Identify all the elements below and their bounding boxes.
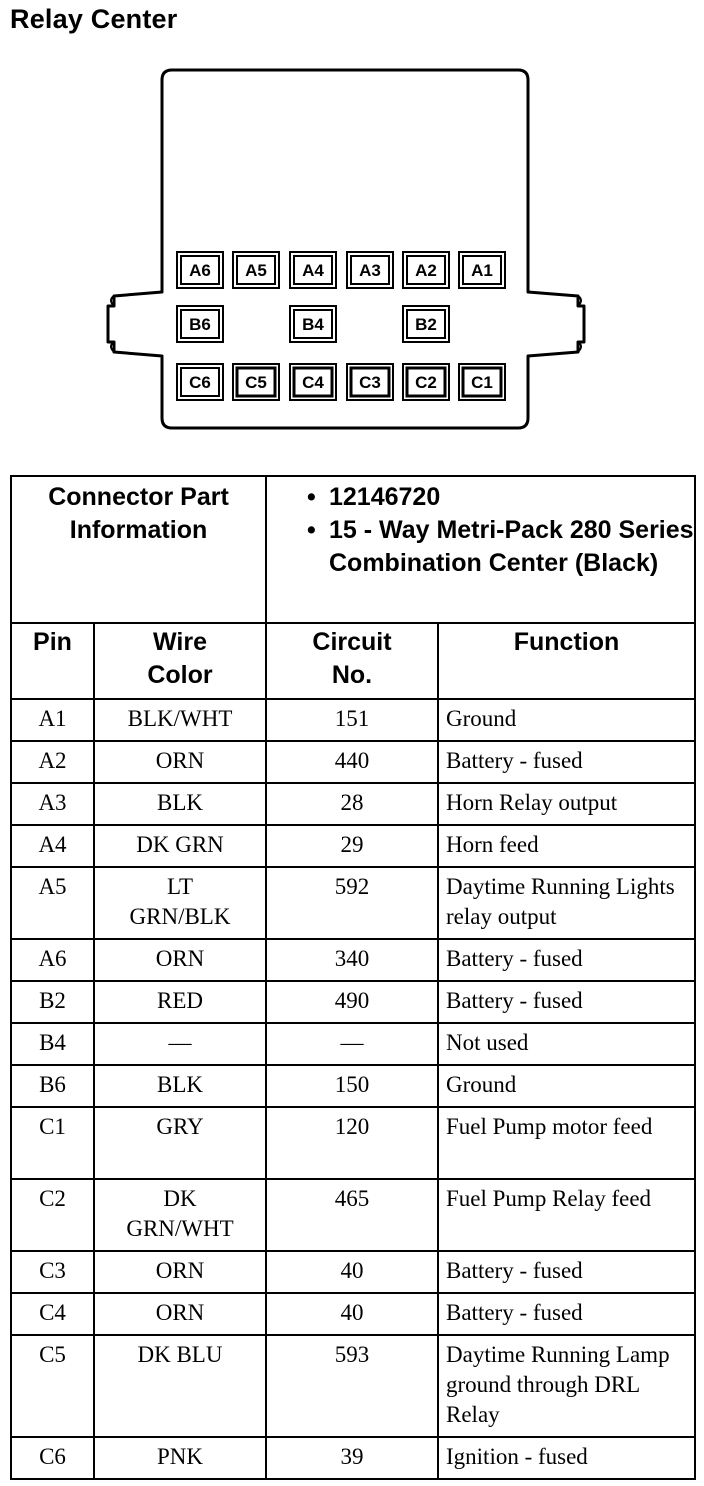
pin-label-c2: C2 — [415, 373, 437, 392]
cell-function: Daytime Running Lamp ground through DRL Relay — [438, 1335, 695, 1437]
header-circuit-no: Circuit No. — [266, 623, 438, 699]
table-row — [11, 981, 695, 1023]
cell-wire-color: DK GRN — [94, 825, 266, 867]
cell-wire-color: DK GRN/WHT — [94, 1179, 266, 1251]
cell-circuit: 150 — [266, 1065, 438, 1107]
cell-wire-color: RED — [94, 981, 266, 1023]
cell-circuit: 490 — [266, 981, 438, 1023]
table-row — [11, 741, 695, 783]
cell-pin: C3 — [11, 1251, 94, 1293]
part-description-line — [307, 514, 694, 580]
pin-cavity-a2 — [403, 252, 449, 288]
pin-label-c4: C4 — [302, 373, 324, 392]
cell-function: Fuel Pump Relay feed — [438, 1179, 695, 1251]
pin-label-a4: A4 — [302, 261, 324, 280]
pin-label-c6: C6 — [189, 373, 211, 392]
cell-function: Fuel Pump motor feed — [438, 1107, 695, 1179]
cell-pin: C5 — [11, 1335, 94, 1437]
pin-cavity-b4 — [290, 306, 336, 342]
cell-wire-color: ORN — [94, 1293, 266, 1335]
connector-diagram — [0, 0, 704, 450]
pin-label-b6: B6 — [189, 315, 211, 334]
cell-wire-color: ORN — [94, 741, 266, 783]
bullet-icon: • — [307, 483, 316, 511]
cell-function: Ground — [438, 1065, 695, 1107]
cell-wire-color: DK BLU — [94, 1335, 266, 1437]
cell-function: Not used — [438, 1023, 695, 1065]
pin-cavity-c4 — [290, 364, 336, 400]
cell-circuit: 440 — [266, 741, 438, 783]
pin-cavity-a1 — [459, 252, 505, 288]
part-info-label: Connector Part Information — [48, 483, 229, 544]
table-row — [11, 1179, 695, 1251]
pin-label-a6: A6 — [189, 261, 211, 280]
table-row — [11, 1251, 695, 1293]
cell-function: Battery - fused — [438, 1293, 695, 1335]
cell-circuit: 151 — [266, 699, 438, 741]
pin-label-a5: A5 — [245, 261, 267, 280]
header-wire-color: Wire Color — [94, 623, 266, 699]
column-header-row — [11, 623, 695, 699]
pin-label-c3: C3 — [359, 373, 381, 392]
pin-cavity-c6 — [177, 364, 223, 400]
pin-cavity-a5 — [233, 252, 279, 288]
cell-pin: C4 — [11, 1293, 94, 1335]
cell-function: Ground — [438, 699, 695, 741]
cell-circuit: 40 — [266, 1293, 438, 1335]
part-number-line — [307, 481, 694, 514]
cell-pin: B4 — [11, 1023, 94, 1065]
pin-cavity-c5 — [233, 364, 279, 400]
pin-label-c5: C5 — [245, 373, 267, 392]
cell-circuit: 593 — [266, 1335, 438, 1437]
cell-circuit: 465 — [266, 1179, 438, 1251]
cell-pin: C6 — [11, 1437, 94, 1479]
cell-circuit: 29 — [266, 825, 438, 867]
pin-cavity-a6 — [177, 252, 223, 288]
pin-cavity-a4 — [290, 252, 336, 288]
header-function: Function — [438, 623, 695, 699]
cell-circuit: 39 — [266, 1437, 438, 1479]
cell-pin: A1 — [11, 699, 94, 741]
page-title: Relay Center — [10, 4, 178, 34]
table-row — [11, 1335, 695, 1437]
cell-pin: A3 — [11, 783, 94, 825]
cell-circuit: 120 — [266, 1107, 438, 1179]
cell-wire-color: BLK — [94, 1065, 266, 1107]
cell-function: Battery - fused — [438, 741, 695, 783]
cell-pin: A2 — [11, 741, 94, 783]
cell-wire-color: GRY — [94, 1107, 266, 1179]
table-row — [11, 939, 695, 981]
cell-function: Ignition - fused — [438, 1437, 695, 1479]
bullet-icon: • — [307, 516, 316, 544]
pin-label-a3: A3 — [359, 261, 381, 280]
table-row — [11, 1293, 695, 1335]
part-info-value-cell — [266, 476, 695, 623]
pin-cavity-c2 — [403, 364, 449, 400]
part-number: 12146720 — [329, 483, 441, 511]
cell-function: Daytime Running Lights relay output — [438, 867, 695, 939]
table-row — [11, 1107, 695, 1179]
pin-cavity-a3 — [347, 252, 393, 288]
cell-pin: B2 — [11, 981, 94, 1023]
table-row — [11, 1437, 695, 1479]
table-row — [11, 825, 695, 867]
cell-wire-color: ORN — [94, 939, 266, 981]
cell-function: Battery - fused — [438, 1251, 695, 1293]
pin-label-a2: A2 — [415, 261, 437, 280]
cell-pin: C2 — [11, 1179, 94, 1251]
table-row — [11, 1065, 695, 1107]
pin-label-b2: B2 — [415, 315, 437, 334]
connector-pin-table — [10, 475, 696, 1480]
cell-pin: A5 — [11, 867, 94, 939]
pin-cavity-b2 — [403, 306, 449, 342]
pin-cavity-c3 — [347, 364, 393, 400]
cell-circuit: 340 — [266, 939, 438, 981]
cell-pin: B6 — [11, 1065, 94, 1107]
cell-pin: A6 — [11, 939, 94, 981]
cell-function: Battery - fused — [438, 981, 695, 1023]
pin-label-a1: A1 — [471, 261, 493, 280]
cell-circuit: — — [266, 1023, 438, 1065]
cell-function: Horn Relay output — [438, 783, 695, 825]
pin-cavity-c1 — [459, 364, 505, 400]
pin-label-b4: B4 — [302, 315, 324, 334]
pin-cavity-b6 — [177, 306, 223, 342]
cell-wire-color: PNK — [94, 1437, 266, 1479]
part-description: 15 - Way Metri-Pack 280 Series Combination Center (Black) — [329, 516, 694, 577]
cell-function: Horn feed — [438, 825, 695, 867]
cell-wire-color: ORN — [94, 1251, 266, 1293]
table-row — [11, 783, 695, 825]
table-row — [11, 867, 695, 939]
cell-wire-color: LT GRN/BLK — [94, 867, 266, 939]
cell-function: Battery - fused — [438, 939, 695, 981]
table-row — [11, 699, 695, 741]
cell-pin: A4 — [11, 825, 94, 867]
cell-wire-color: BLK/WHT — [94, 699, 266, 741]
part-info-row — [11, 476, 695, 623]
cell-wire-color: BLK — [94, 783, 266, 825]
header-pin: Pin — [11, 623, 94, 699]
cell-pin: C1 — [11, 1107, 94, 1179]
cell-circuit: 28 — [266, 783, 438, 825]
cell-circuit: 40 — [266, 1251, 438, 1293]
table-row — [11, 1023, 695, 1065]
pin-label-c1: C1 — [471, 373, 493, 392]
cell-circuit: 592 — [266, 867, 438, 939]
part-info-label-cell — [11, 476, 266, 623]
cell-wire-color: — — [94, 1023, 266, 1065]
